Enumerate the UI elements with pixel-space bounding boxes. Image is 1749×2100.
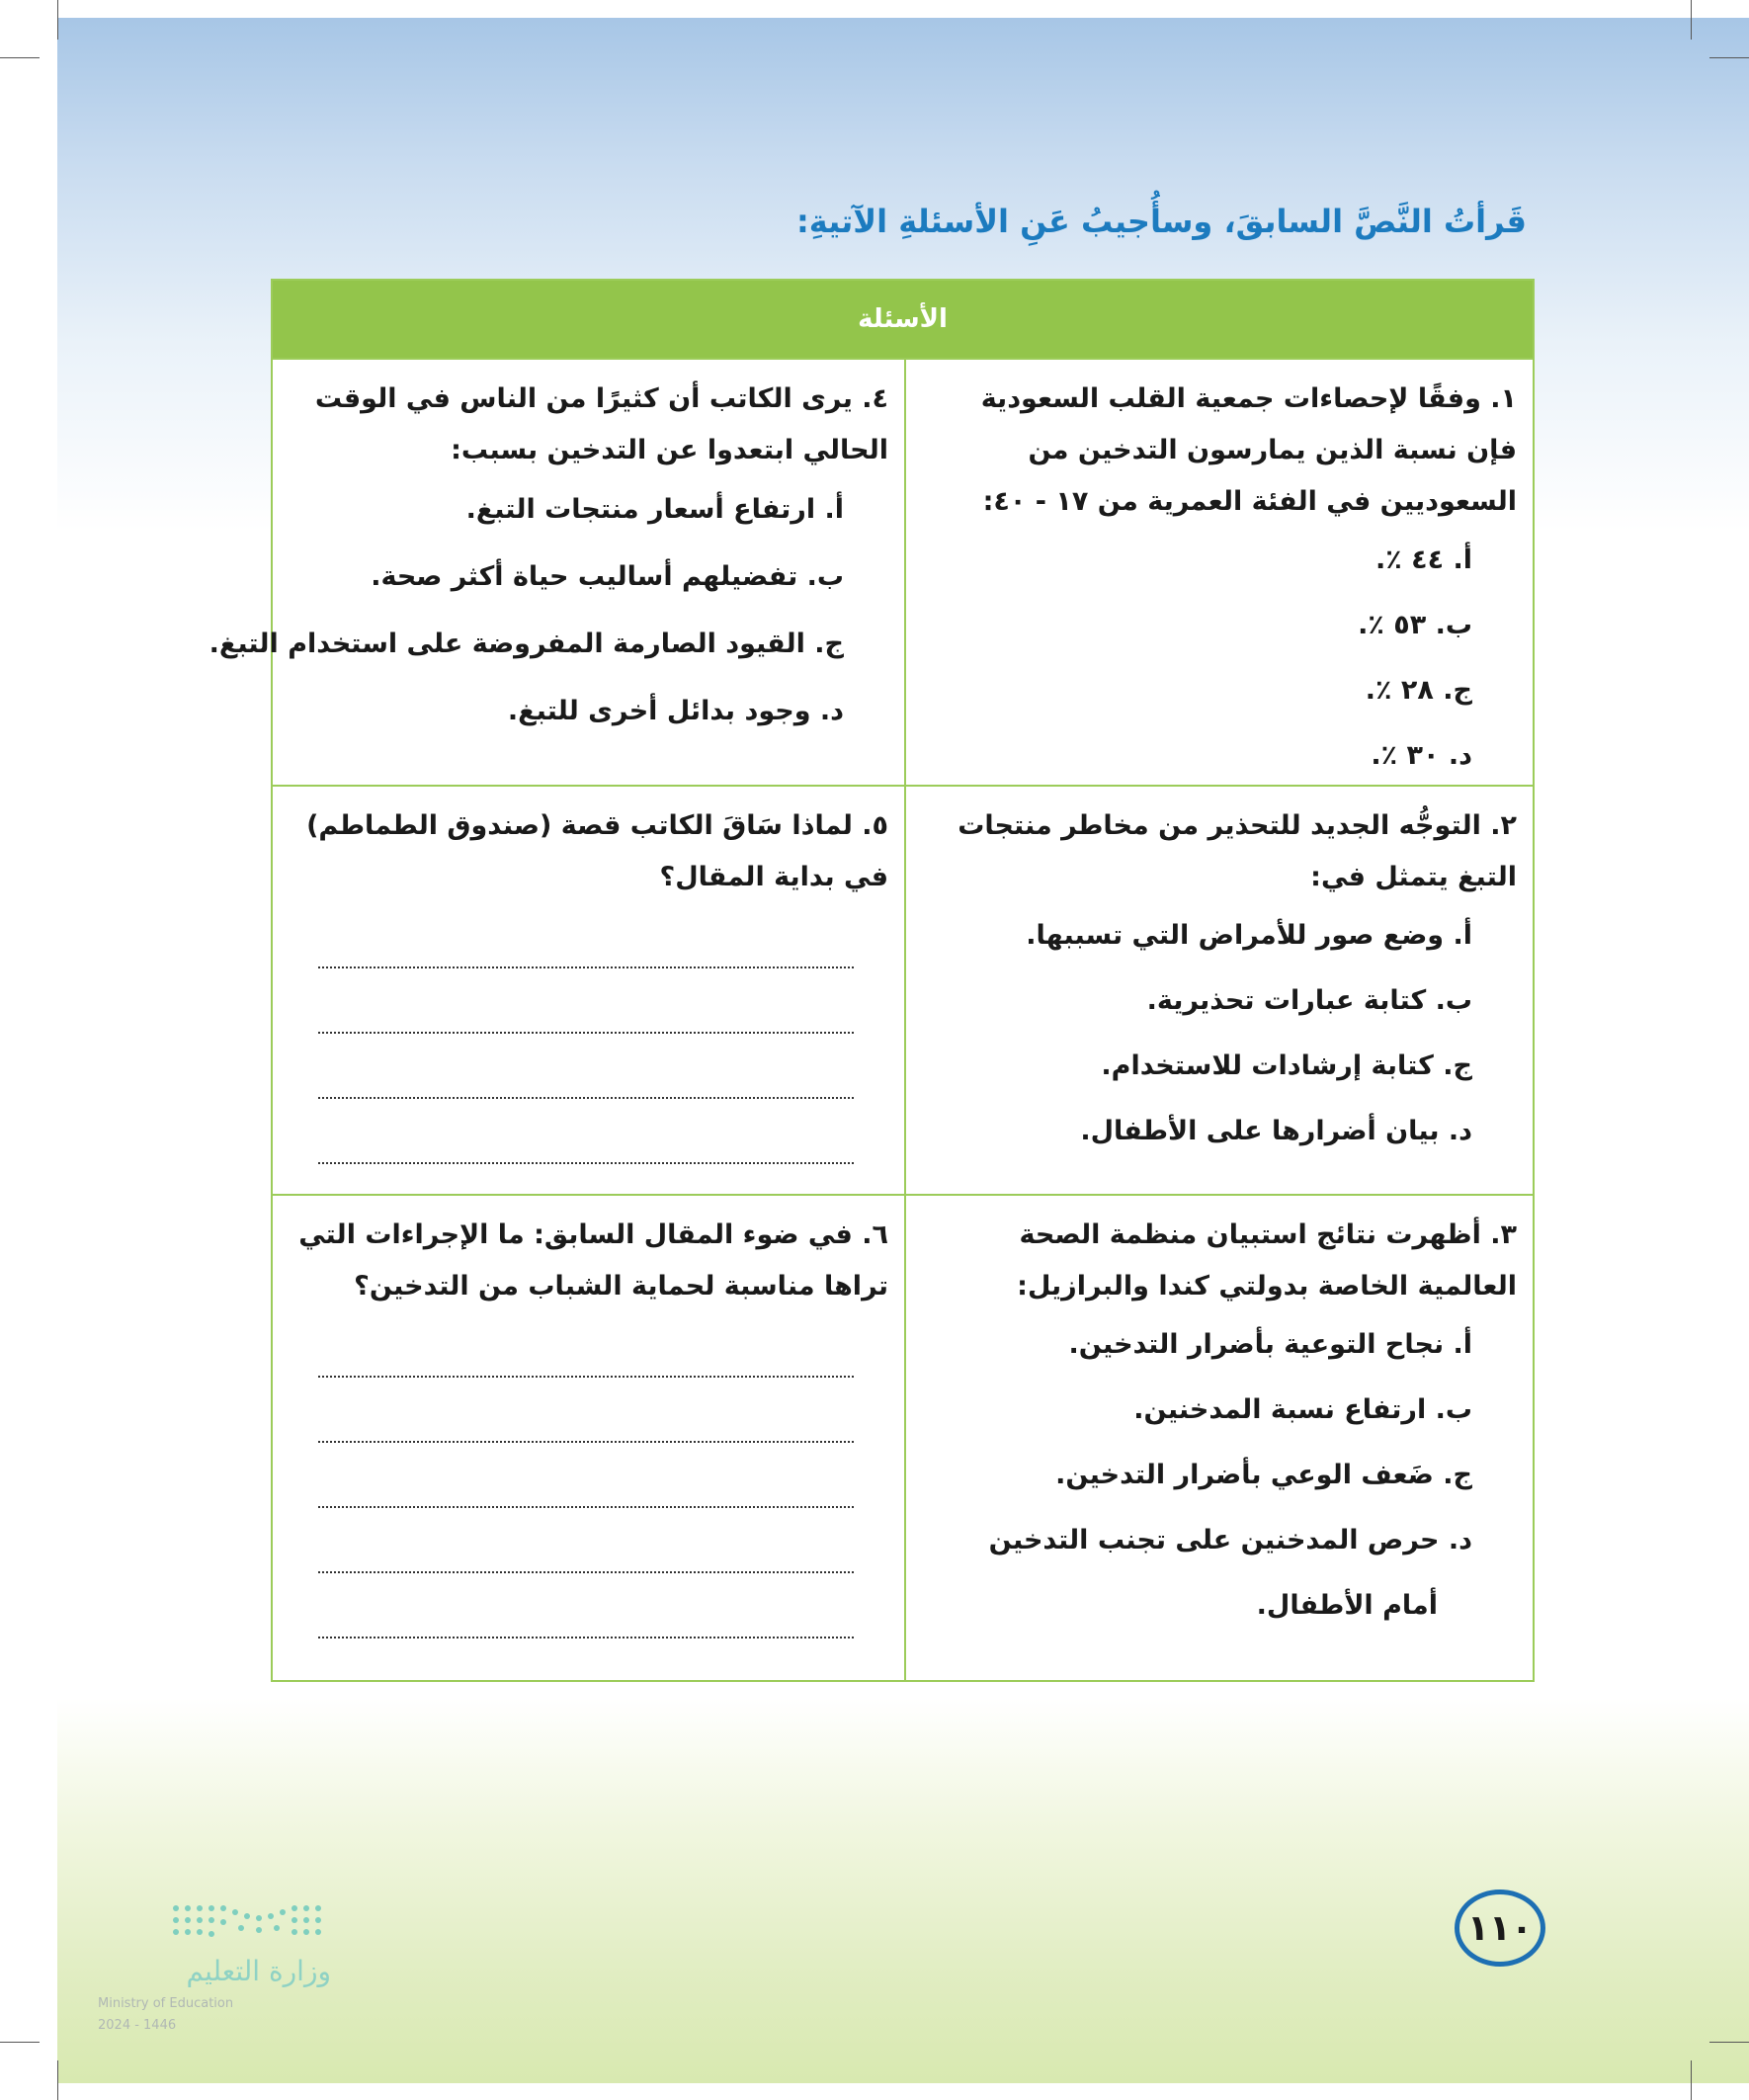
option[interactable]: ب. ارتفاع نسبة المدخنين. [1133,1394,1472,1425]
logo-dots-icon [173,1895,331,1945]
question-5 [273,787,904,1194]
option[interactable]: أ. ارتفاع أسعار منتجات التبغ. [465,494,844,525]
answer-line[interactable] [318,968,854,1034]
question-3 [904,1196,1533,1680]
answer-line[interactable] [318,1099,854,1164]
table-row [208,358,1533,785]
option[interactable]: د. ٣٠ ٪. [1371,740,1472,771]
question-4 [208,360,904,785]
option[interactable]: د. بيان أضرارها على الأطفال. [1080,1116,1472,1146]
crop-mark [1691,0,1692,40]
ministry-year: 2024 - 1446 [98,2018,177,2033]
answer-line[interactable] [318,1573,854,1638]
question-1-text: ١. وفقًا لإحصاءات جمعية القلب السعودية فإن نسبة الذين يمارسون التدخين من السعوديين في الفئة العمرية من ١٧ - ٤٠: [980,383,1517,517]
questions-table [208,279,1535,1682]
question-5-text: ٥. لماذا سَاقَ الكاتب قصة (صندوق الطماطم) في بداية المقال؟ [306,810,888,892]
answer-line[interactable] [318,1508,854,1573]
ministry-logo [94,1895,331,2044]
answer-line[interactable] [318,1443,854,1508]
crop-mark [1709,57,1749,58]
option[interactable]: ج. كتابة إرشادات للاستخدام. [1101,1050,1472,1081]
answer-line[interactable] [318,1312,854,1378]
question-6 [273,1196,904,1680]
option[interactable]: ج. القيود الصارمة المفروضة على استخدام التبغ. [208,629,844,659]
table-row [273,1194,1533,1680]
table-row [273,785,1533,1194]
question-2-text: ٢. التوجُّه الجديد للتحذير من مخاطر منتجات التبغ يتمثل في: [958,810,1517,892]
option[interactable]: ب. كتابة عبارات تحذيرية. [1146,985,1472,1016]
question-1 [904,360,1533,785]
option[interactable]: ب. تفضيلهم أساليب حياة أكثر صحة. [371,561,844,592]
question-4-text: ٤. يرى الكاتب أن كثيرًا من الناس في الوقت الحالي ابتعدوا عن التدخين بسبب: [314,383,888,465]
page-heading: قَرأتُ النَّصَّ السابقَ، وسأُجيبُ عَنِ الأسئلةِ الآتيةِ: [795,203,1527,240]
option[interactable]: أ. نجاح التوعية بأضرار التدخين. [1068,1329,1472,1360]
question-3-text: ٣. أظهرت نتائج استبيان منظمة الصحة العالمية الخاصة بدولتي كندا والبرازيل: [1017,1219,1517,1302]
ministry-name-ar: وزارة التعليم [186,1955,331,1987]
option[interactable]: د. حرص المدخنين على تجنب التدخين [988,1525,1472,1555]
question-2 [904,787,1533,1194]
crop-mark [1709,2042,1749,2043]
crop-mark [1691,2060,1692,2100]
option[interactable]: أ. ٤٤ ٪. [1374,545,1472,575]
page-number: ١١٠ [1455,1890,1545,1967]
answer-line[interactable] [318,1378,854,1443]
crop-mark [57,2060,58,2100]
option[interactable]: ج. ٢٨ ٪. [1365,675,1472,706]
option[interactable]: ج. ضَعف الوعي بأضرار التدخين. [1055,1460,1472,1490]
answer-line[interactable] [318,903,854,968]
option[interactable]: د. وجود بدائل أخرى للتبغ. [507,696,844,726]
option[interactable]: أ. وضع صور للأمراض التي تسببها. [1026,920,1472,951]
option-continuation: أمام الأطفال. [1256,1590,1438,1621]
crop-mark [57,0,58,40]
ministry-name-en: Ministry of Education [98,1996,234,2011]
option[interactable]: ب. ٥٣ ٪. [1358,610,1472,640]
answer-line[interactable] [318,1034,854,1099]
crop-mark [0,2042,40,2043]
crop-mark [0,57,40,58]
table-header: الأسئلة [273,281,1533,358]
question-6-text: ٦. في ضوء المقال السابق: ما الإجراءات التي تراها مناسبة لحماية الشباب من التدخين؟ [298,1219,888,1302]
